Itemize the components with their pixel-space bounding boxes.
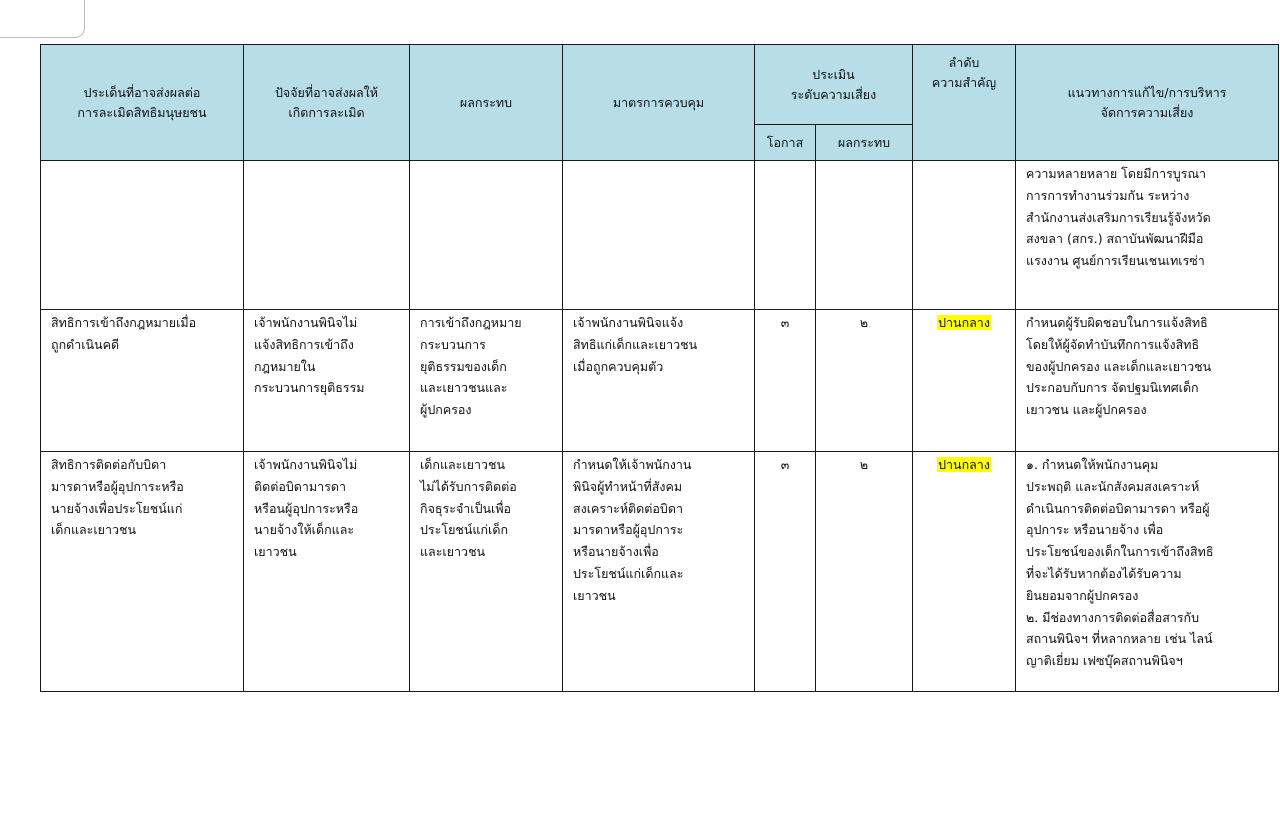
cell-solution: กำหนดผู้รับผิดชอบในการแจ้งสิทธิ โดยให้ผู้จัดทำบันทึกการแจ้งสิทธิ ของผู้ปกครอง และเด็กและเยาวชน ประกอบกับการ จัดปฐมนิเทศเด็ก เยาวชน และผู้ปกครอง <box>1016 310 1279 452</box>
cell-control <box>563 161 755 310</box>
cell-control: เจ้าพนักงานพินิจแจ้ง สิทธิแก่เด็กและเยาวชน เมื่อถูกควบคุมตัว <box>563 310 755 452</box>
cell-likelihood: ๓ <box>755 310 816 452</box>
table-row <box>41 161 1279 310</box>
table-row <box>41 452 1279 692</box>
priority-highlight: ปานกลาง <box>938 457 990 472</box>
cell-impact <box>410 161 563 310</box>
cell-severity: ๒ <box>816 310 913 452</box>
table-row <box>41 310 1279 452</box>
cell-issue: สิทธิการเข้าถึงกฎหมายเมื่อ ถูกดำเนินคดี <box>41 310 244 452</box>
cell-priority <box>913 310 1016 452</box>
cell-priority <box>913 161 1016 310</box>
risk-assessment-table <box>40 44 1279 692</box>
header-solution: แนวทางการแก้ไข/การบริหาร จัดการความเสี่ยง <box>1016 45 1279 161</box>
cell-severity <box>816 161 913 310</box>
header-issue: ประเด็นที่อาจส่งผลต่อ การละเมิดสิทธิมนุษยชน <box>41 45 244 161</box>
cell-issue: สิทธิการติดต่อกับบิดา มารดาหรือผู้อุปการะหรือ นายจ้างเพื่อประโยชน์แก่ เด็กและเยาวชน <box>41 452 244 692</box>
cell-factor: เจ้าพนักงานพินิจไม่ ติดต่อบิดามารดา หรือนผู้อุปการะหรือ นายจ้างให้เด็กและ เยาวชน <box>244 452 410 692</box>
cell-likelihood: ๓ <box>755 452 816 692</box>
header-severity: ผลกระทบ <box>816 125 913 161</box>
cell-issue <box>41 161 244 310</box>
cell-likelihood <box>755 161 816 310</box>
header-impact: ผลกระทบ <box>410 45 563 161</box>
header-likelihood: โอกาส <box>755 125 816 161</box>
cell-factor: เจ้าพนักงานพินิจไม่ แจ้งสิทธิการเข้าถึง กฎหมายใน กระบวนการยุติธรรม <box>244 310 410 452</box>
header-assessment: ประเมิน ระดับความเสี่ยง <box>755 45 913 125</box>
header-control: มาตรการควบคุม <box>563 45 755 161</box>
priority-highlight: ปานกลาง <box>938 315 990 330</box>
corner-frame <box>0 0 85 38</box>
cell-factor <box>244 161 410 310</box>
cell-severity: ๒ <box>816 452 913 692</box>
cell-control: กำหนดให้เจ้าพนักงาน พินิจผู้ทำหน้าที่สังคม สงเคราะห์ติดต่อบิดา มารดาหรือผู้อุปการะ หรือนายจ้างเพื่อ ประโยชน์แก่เด็กและ เยาวชน <box>563 452 755 692</box>
header-factor: ปัจจัยที่อาจส่งผลให้ เกิดการละเมิด <box>244 45 410 161</box>
header-priority: ลำดับ ความสำคัญ <box>913 45 1016 161</box>
cell-impact: การเข้าถึงกฎหมาย กระบวนการ ยุติธรรมของเด็ก และเยาวชนและ ผู้ปกครอง <box>410 310 563 452</box>
cell-impact: เด็กและเยาวชน ไม่ได้รับการติดต่อ กิจธุระจำเป็นเพื่อ ประโยชน์แก่เด็ก และเยาวชน <box>410 452 563 692</box>
cell-solution: ความหลายหลาย โดยมีการบูรณา การการทำงานร่วมกัน ระหว่าง สำนักงานส่งเสริมการเรียนรู้จังหวัด สงขลา (สกร.) สถาบันพัฒนาฝีมือ แรงงาน ศูนย์การเรียนเชนเทเรซ่า <box>1016 161 1279 310</box>
cell-priority <box>913 452 1016 692</box>
cell-solution: ๑. กำหนดให้พนักงานคุม ประพฤติ และนักสังคมสงเคราะห์ ดำเนินการติดต่อบิดามารดา หรือผู้ อุปการะ หรือนายจ้าง เพื่อ ประโยชน์ของเด็กในการเข้าถึงสิทธิ ที่จะได้รับหากต้องได้รับความ ยินยอมจากผู้ปกครอง ๒. มีช่องทางการติดต่อสื่อสารกับ สถานพินิจฯ ที่หลากหลาย เช่น ไลน์ ญาติเยี่ยม เฟซบุ๊คสถานพินิจฯ <box>1016 452 1279 692</box>
